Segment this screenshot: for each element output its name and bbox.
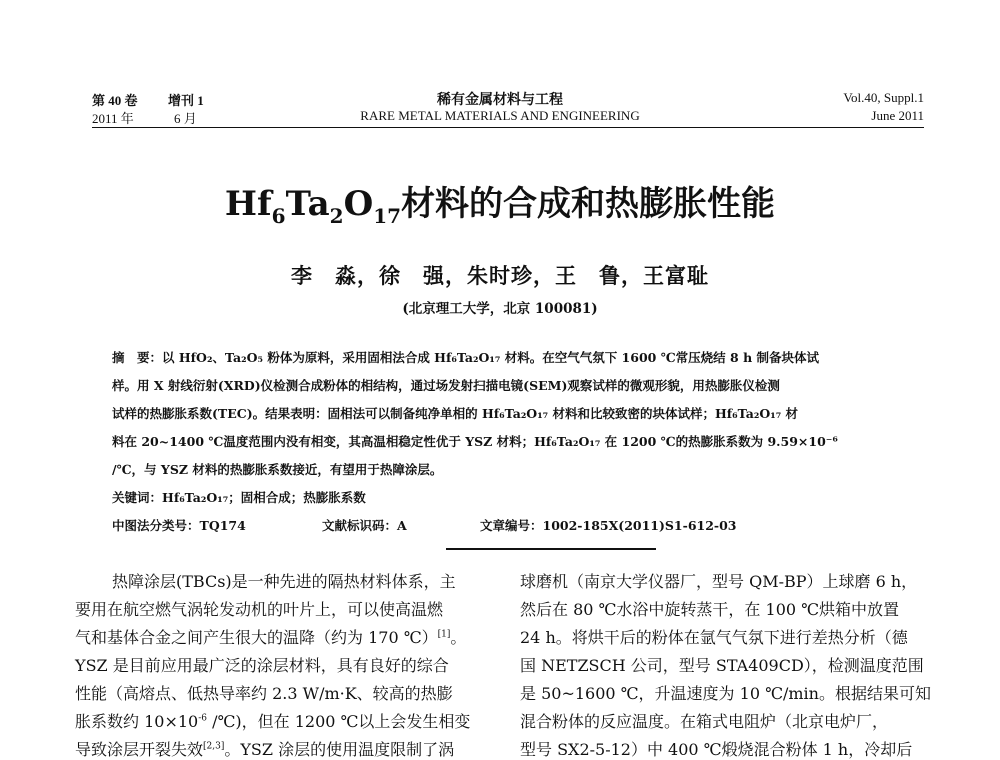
body-left-line: 性能（高熔点、低热导率约 2.3 W/m·K、较高的热膨 <box>75 684 453 703</box>
journal-title-cn: 稀有金属材料与工程 <box>437 93 563 108</box>
body-left-line: 气和基体合金之间产生很大的温降（约为 170 ℃）[1]。 <box>75 628 467 647</box>
body-left-line: YSZ 是目前应用最广泛的涂层材料，具有良好的综合 <box>75 656 449 675</box>
body-right-line: 混合粉体的反应温度。在箱式电阻炉（北京电炉厂， <box>520 712 889 731</box>
clc-number: 中图法分类号：TQ174 <box>112 518 246 533</box>
volume-cn: 第 40 卷 <box>92 93 138 108</box>
citation-ref[interactable]: [2,3] <box>203 741 225 752</box>
date-en: June 2011 <box>871 108 924 123</box>
body-right-line: 球磨机（南京大学仪器厂，型号 QM-BP）上球磨 6 h， <box>520 572 918 591</box>
abstract-line: /℃，与 YSZ 材料的热膨胀系数接近，有望用于热障涂层。 <box>112 462 443 477</box>
year-cn: 2011 年 <box>92 111 134 126</box>
body-right-line: 24 h。将烘干后的粉体在氩气气氛下进行差热分析（德 <box>520 628 908 647</box>
affiliation: (北京理工大学，北京 100081) <box>402 301 598 317</box>
journal-title-en: RARE METAL MATERIALS AND ENGINEERING <box>360 108 640 123</box>
abstract-line: 样。用 X 射线衍射(XRD)仪检测合成粉体的相结构，通过场发射扫描电镜(SEM)观察试样的微观形貌，用热膨胀仪检测 <box>112 378 780 393</box>
supplement-cn: 增刊 1 <box>168 93 204 108</box>
body-left-line: 导致涂层开裂失效[2,3]。YSZ 涂层的使用温度限制了涡 <box>75 740 455 759</box>
header-rule <box>92 127 924 128</box>
body-left-line: 要用在航空燃气涡轮发动机的叶片上，可以使高温燃 <box>75 600 444 619</box>
body-right-line: 型号 SX2-5-12）中 400 ℃煅烧混合粉体 1 h，冷却后 <box>520 740 913 759</box>
abstract-line: 摘 要：以 HfO₂、Ta₂O₅ 粉体为原料，采用固相法合成 Hf₆Ta₂O₁₇ 材料。在空气气氛下 1600 ℃常压烧结 8 h 制备块体试 <box>112 350 820 365</box>
abstract-label: 摘 要： <box>112 350 163 365</box>
citation-ref[interactable]: [1] <box>437 629 451 640</box>
document-code: 文献标识码：A <box>322 518 407 533</box>
article-number: 文章编号：1002-185X(2011)S1-612-03 <box>480 518 737 533</box>
month-cn: 6 月 <box>174 111 197 126</box>
keywords: 关键词：Hf₆Ta₂O₁₇；固相合成；热膨胀系数 <box>112 490 366 505</box>
body-left-line: 胀系数约 $10\times 10^{-6}$ /℃)，但在 1200 ℃以上会发生相变 <box>75 712 471 731</box>
volume-en: Vol.40, Suppl.1 <box>843 90 924 105</box>
section-divider <box>446 548 656 550</box>
body-right-line: 国 NETZSCH 公司，型号 STA409CD），检测温度范围 <box>520 656 924 675</box>
abstract-line: 试样的热膨胀系数(TEC)。结果表明：固相法可以制备纯净单相的 Hf₆Ta₂O₁₇ 材料和比较致密的块体试样；Hf₆Ta₂O₁₇ 材 <box>112 406 799 421</box>
body-left-line: 热障涂层(TBCs)是一种先进的隔热材料体系，主 <box>112 572 456 591</box>
author-list: 李 淼，徐 强，朱时珍，王 鲁，王富耻 <box>291 263 709 288</box>
body-right-line: 然后在 80 ℃水浴中旋转蒸干，在 100 ℃烘箱中放置 <box>520 600 900 619</box>
abstract-line: 料在 20~1400 ℃温度范围内没有相变，其高温相稳定性优于 YSZ 材料；Hf₆Ta₂O₁₇ 在 1200 ℃的热膨胀系数为 9.59×10⁻⁶ <box>112 434 838 449</box>
keywords-label: 关键词： <box>112 490 163 505</box>
body-right-line: 是 50~1600 ℃，升温速度为 10 ℃/min。根据结果可知 <box>520 684 931 703</box>
paper-title: $Hf_6Ta_2O_{17}$材料的合成和热膨胀性能 <box>224 184 776 228</box>
